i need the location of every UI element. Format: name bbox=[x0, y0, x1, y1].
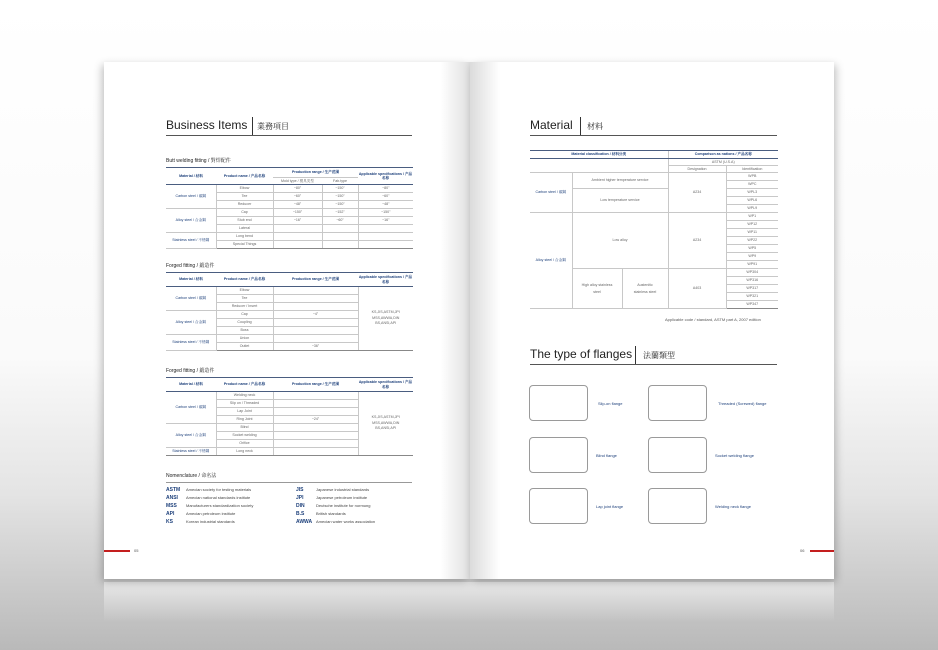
left-page bbox=[104, 62, 470, 579]
forged-flange-table bbox=[166, 377, 413, 456]
flange-image-slip-on bbox=[529, 385, 588, 421]
product-cell: Tee bbox=[216, 193, 273, 201]
col-production: Production range / 生产范围 bbox=[273, 378, 358, 392]
product-cell: Lateral bbox=[216, 225, 273, 233]
id-cell: WP321 bbox=[726, 293, 778, 301]
designation-cell: A234 bbox=[668, 173, 726, 213]
product-cell: Cap bbox=[216, 311, 273, 319]
range-cell bbox=[273, 440, 358, 448]
flange-label: Welding neck flange bbox=[715, 504, 751, 509]
material-stainless: Stainless steel / 不锈鋼 bbox=[166, 335, 216, 351]
col-material: Material / 材料 bbox=[166, 273, 216, 287]
id-cell: WP12 bbox=[726, 221, 778, 229]
range-cell bbox=[273, 287, 358, 295]
astm-cell: ASTM (U.S.A) bbox=[668, 159, 778, 166]
nom-item: AWWA Amecian water works association bbox=[296, 519, 376, 525]
flange-label: Threaded (Screwed) flange bbox=[718, 401, 767, 406]
mold-cell: ~16" bbox=[273, 217, 322, 225]
butt-welding-table bbox=[166, 167, 413, 249]
material-table bbox=[530, 150, 778, 309]
flange-label: Blind flange bbox=[596, 453, 617, 458]
section-butt-welding: Butt welding fitting / 對焊配件 bbox=[166, 158, 231, 164]
spec-cell: ~80" bbox=[358, 185, 413, 193]
flange-image-welding-neck bbox=[648, 488, 707, 524]
col-production: Production range / 生产范围 bbox=[273, 273, 358, 287]
nom-item: JIS Japanese industrial standards bbox=[296, 487, 370, 493]
range-cell bbox=[273, 295, 358, 303]
page-number: 05 bbox=[134, 548, 139, 553]
product-cell: Outlet bbox=[216, 343, 273, 351]
range-cell bbox=[273, 432, 358, 440]
spec-cell: KS,JIS,ASTM,JPI MSS,AWWA,DIN BS,ANSI,API bbox=[358, 287, 413, 351]
flanges-underline bbox=[530, 364, 777, 365]
fab-cell: ~60" bbox=[322, 217, 358, 225]
range-cell bbox=[273, 327, 358, 335]
col-classification: Material classification / 材料分类 bbox=[530, 151, 668, 159]
fab-cell bbox=[322, 233, 358, 241]
mold-cell bbox=[273, 225, 322, 233]
forged-fitting-table bbox=[166, 272, 413, 351]
nom-item: KS Korean industrial standards bbox=[166, 519, 235, 525]
section-forged-fitting-2: Forged fitting / 鍛造件 bbox=[166, 368, 215, 374]
range-cell: ~24" bbox=[273, 416, 358, 424]
id-cell: WPL3 bbox=[726, 189, 778, 197]
fab-cell bbox=[322, 225, 358, 233]
id-cell: WPL6 bbox=[726, 197, 778, 205]
id-cell: WPB bbox=[726, 173, 778, 181]
sub-high-alloy: High alloy stainless steel bbox=[572, 269, 622, 309]
mold-cell: ~60" bbox=[273, 193, 322, 201]
id-cell: WP11 bbox=[726, 229, 778, 237]
range-cell bbox=[273, 424, 358, 432]
title-underline bbox=[166, 135, 412, 136]
col-comparison: Comparison as nations / 产品名称 bbox=[668, 151, 778, 159]
mold-cell bbox=[273, 241, 322, 249]
id-cell: WP316 bbox=[726, 277, 778, 285]
spec-cell: ~150" bbox=[358, 209, 413, 217]
mold-cell bbox=[273, 233, 322, 241]
range-cell bbox=[273, 448, 358, 456]
page-title: Material bbox=[530, 118, 573, 132]
product-cell: Tee bbox=[216, 295, 273, 303]
sub-austenitic: Austenitic stainless steel bbox=[622, 269, 668, 309]
nom-item: ANSI Amecian national standards institute bbox=[166, 495, 251, 501]
material-stainless: Stainless steel / 不锈鋼 bbox=[166, 448, 216, 456]
section-nomenclature: Nomenclature / 命名法 bbox=[166, 473, 217, 479]
mold-cell: ~150" bbox=[273, 209, 322, 217]
id-cell: WP5 bbox=[726, 245, 778, 253]
product-cell: Blind bbox=[216, 424, 273, 432]
range-cell: ~36" bbox=[273, 343, 358, 351]
spec-cell: ~16" bbox=[358, 217, 413, 225]
page-title-zh: 材料 bbox=[587, 122, 603, 131]
designation-cell: A234 bbox=[668, 213, 726, 269]
product-cell: Special Things bbox=[216, 241, 273, 249]
col-product: Product name / 产品名称 bbox=[216, 168, 273, 185]
product-cell: Cap bbox=[216, 209, 273, 217]
product-cell: Reducer bbox=[216, 201, 273, 209]
material-carbon: Carbon steel / 碳鋼 bbox=[166, 287, 216, 311]
range-cell bbox=[273, 335, 358, 343]
blank-cell bbox=[530, 166, 668, 173]
sub-ambient: Ambient higher temperature service bbox=[572, 173, 668, 189]
col-material: Material / 材料 bbox=[166, 168, 216, 185]
material-alloy: Alloy steel / 合金鋼 bbox=[166, 311, 216, 335]
material-alloy: Alloy steel / 合金鋼 bbox=[166, 424, 216, 448]
flange-image-threaded bbox=[648, 385, 707, 421]
fab-cell: ~152" bbox=[322, 209, 358, 217]
range-cell: ~4" bbox=[273, 311, 358, 319]
title-divider bbox=[635, 346, 636, 364]
fab-cell bbox=[322, 241, 358, 249]
title-underline bbox=[530, 135, 777, 136]
id-cell: WP1 bbox=[726, 213, 778, 221]
id-cell: WP317 bbox=[726, 285, 778, 293]
designation-cell: A403 bbox=[668, 269, 726, 309]
spec-cell bbox=[358, 241, 413, 249]
product-cell: Orifice bbox=[216, 440, 273, 448]
id-cell: WP91 bbox=[726, 261, 778, 269]
material-alloy: Alloy steel / 合金鋼 bbox=[530, 213, 572, 309]
fab-cell: ~150" bbox=[322, 185, 358, 193]
material-alloy: Alloy steel / 合金鋼 bbox=[166, 209, 216, 233]
spec-cell: ~48" bbox=[358, 201, 413, 209]
id-cell: WPL9 bbox=[726, 205, 778, 213]
flanges-title: The type of flanges bbox=[530, 347, 633, 361]
material-stainless: Stainless steel / 不锈鋼 bbox=[166, 233, 216, 249]
material-carbon: Carbon steel / 碳鋼 bbox=[166, 185, 216, 209]
page-number: 06 bbox=[800, 548, 805, 553]
page-marker bbox=[104, 550, 130, 552]
page-title: Business Items bbox=[166, 118, 248, 132]
col-production: Production range / 生产范围 bbox=[273, 168, 358, 178]
col-product: Product name / 产品名称 bbox=[216, 378, 273, 392]
product-cell: Socket welding bbox=[216, 432, 273, 440]
id-cell: WP22 bbox=[726, 237, 778, 245]
fab-cell: ~150" bbox=[322, 193, 358, 201]
title-divider bbox=[252, 117, 253, 135]
product-cell: Reducer / Insert bbox=[216, 303, 273, 311]
product-cell: Elbow bbox=[216, 185, 273, 193]
right-page bbox=[470, 62, 834, 579]
col-product: Product name / 产品名称 bbox=[216, 273, 273, 287]
range-cell bbox=[273, 400, 358, 408]
product-cell: Welding neck bbox=[216, 392, 273, 400]
material-carbon: Carbon steel / 碳鋼 bbox=[166, 392, 216, 424]
title-divider bbox=[580, 117, 581, 135]
range-cell bbox=[273, 303, 358, 311]
nom-item: DIN Deutsche institute for normung bbox=[296, 503, 371, 509]
product-cell: Boss bbox=[216, 327, 273, 335]
product-cell: Union bbox=[216, 335, 273, 343]
flange-label: Socket welding flange bbox=[715, 453, 754, 458]
nom-item: ASTM Amecian society for testing materials bbox=[166, 487, 252, 493]
nomenclature-rule bbox=[166, 482, 412, 483]
id-cell: WP9 bbox=[726, 253, 778, 261]
sub-low-temp: Low temperature service bbox=[572, 189, 668, 213]
section-forged-fitting: Forged fitting / 鍛造件 bbox=[166, 263, 215, 269]
spec-cell bbox=[358, 233, 413, 241]
nom-item: API Amecian petroleum institute bbox=[166, 511, 236, 517]
product-cell: Long bend bbox=[216, 233, 273, 241]
col-fab-type: Fab.type bbox=[322, 178, 358, 185]
sub-low-alloy: Low alloy bbox=[572, 213, 668, 269]
material-carbon: Carbon steel / 碳鋼 bbox=[530, 173, 572, 213]
product-cell: Slip on / Threaded bbox=[216, 400, 273, 408]
product-cell: Lap Joint bbox=[216, 408, 273, 416]
id-cell: WP304 bbox=[726, 269, 778, 277]
id-cell: WPC bbox=[726, 181, 778, 189]
product-cell: Coupling bbox=[216, 319, 273, 327]
col-mold-type: Mold type / 模具类型 bbox=[273, 178, 322, 185]
nom-item: JPI Japanese petroleum institute bbox=[296, 495, 368, 501]
flange-image-blind bbox=[529, 437, 588, 473]
page-title-zh: 業務項目 bbox=[257, 122, 289, 131]
flange-label: Slip-on flange bbox=[598, 401, 623, 406]
flanges-title-zh: 法蘭類型 bbox=[643, 351, 675, 360]
page-marker bbox=[810, 550, 834, 552]
flange-image-socket-welding bbox=[648, 437, 707, 473]
spec-cell bbox=[358, 225, 413, 233]
spec-cell: ~60" bbox=[358, 193, 413, 201]
product-cell: Long neck bbox=[216, 448, 273, 456]
range-cell bbox=[273, 408, 358, 416]
identification-header: Identification bbox=[726, 166, 778, 173]
mold-cell: ~80" bbox=[273, 185, 322, 193]
col-applicable: Applicable specifications / 产品名称 bbox=[358, 273, 413, 287]
col-applicable: Applicable specifications / 产品名称 bbox=[358, 168, 413, 185]
fab-cell: ~150" bbox=[322, 201, 358, 209]
product-cell: Elbow bbox=[216, 287, 273, 295]
table-note: Applicable code / standard, ASTM part A, 2007 edition bbox=[665, 317, 761, 322]
range-cell bbox=[273, 319, 358, 327]
col-applicable: Applicable specifications / 产品名称 bbox=[358, 378, 413, 392]
id-cell: WP347 bbox=[726, 301, 778, 309]
nom-item: MSS Manufacturers standardization society bbox=[166, 503, 254, 509]
nom-item: B.S British standards bbox=[296, 511, 346, 517]
spec-cell: KS,JIS,ASTM,JPI MSS,AWWA,DIN BS,ANSI,API bbox=[358, 392, 413, 456]
product-cell: Ring Joint bbox=[216, 416, 273, 424]
range-cell bbox=[273, 392, 358, 400]
blank-cell bbox=[530, 159, 668, 166]
designation-header: Designation bbox=[668, 166, 726, 173]
flange-label: Lap joint flange bbox=[596, 504, 624, 509]
mold-cell: ~48" bbox=[273, 201, 322, 209]
flange-image-lap-joint bbox=[529, 488, 588, 524]
col-material: Material / 材料 bbox=[166, 378, 216, 392]
product-cell: Stub end bbox=[216, 217, 273, 225]
